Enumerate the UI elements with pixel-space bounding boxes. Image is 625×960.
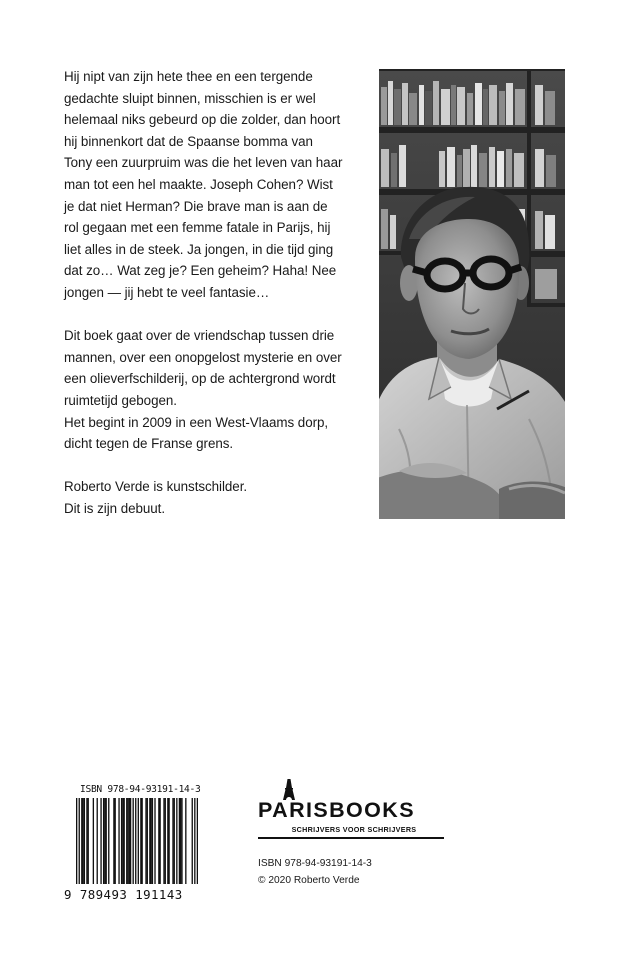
- barcode-bar: [121, 798, 122, 884]
- author-photo: [379, 69, 565, 519]
- barcode-bar: [79, 798, 80, 884]
- barcode-bar: [86, 798, 87, 884]
- blurb-paragraph-story: [64, 66, 356, 304]
- isbn-barcode: [64, 784, 201, 902]
- barcode-bar: [197, 798, 198, 884]
- barcode-bar: [127, 798, 128, 884]
- author-portrait-image: [379, 69, 565, 519]
- publisher-rule: [258, 837, 444, 839]
- barcode-bar: [115, 798, 116, 884]
- barcode-bar: [122, 798, 123, 884]
- barcode-bar: [181, 798, 182, 884]
- barcode-bar: [88, 798, 89, 884]
- blurb-line: Roberto Verde is kunstschilder.: [64, 479, 248, 495]
- blurb-line: mannen, over een onopgelost mysterie en over: [64, 349, 342, 365]
- blurb-line: dicht tegen de Franse grens.: [64, 436, 234, 452]
- blurb-line: Tony een zuurpruim was die het leven van haar: [64, 155, 343, 171]
- barcode-digits: 9 789493 191143: [64, 887, 183, 902]
- barcode-bar: [180, 798, 181, 884]
- publisher-logo: [258, 776, 448, 846]
- barcode-bar: [152, 798, 153, 884]
- barcode-bar: [149, 798, 150, 884]
- blurb-line: gedachte sluipt binnen, misschien is er wel: [64, 90, 316, 106]
- imprint: [258, 855, 458, 889]
- barcode-bar: [172, 798, 173, 884]
- barcode-bar: [135, 798, 136, 884]
- barcode-bar: [97, 798, 98, 884]
- barcode-bars: [64, 784, 201, 884]
- barcode-bar: [174, 798, 175, 884]
- barcode-bar: [103, 798, 104, 884]
- barcode-bar: [159, 798, 160, 884]
- barcode-bar: [145, 798, 146, 884]
- barcode-bar: [176, 798, 177, 884]
- barcode-bar: [141, 798, 142, 884]
- blurb-line: hij binnenkort dat de Spaanse bomma van: [64, 133, 313, 149]
- barcode-bar: [108, 798, 109, 884]
- publisher-tagline: SCHRIJVERS VOOR SCHRIJVERS: [291, 825, 417, 834]
- barcode-bar: [147, 798, 148, 884]
- blurb-line: Hij nipt van zijn hete thee en een tergende: [64, 69, 313, 84]
- barcode-bar: [130, 798, 131, 884]
- barcode-bar: [154, 798, 155, 884]
- barcode-bar: [118, 798, 119, 884]
- barcode-bar: [113, 798, 114, 884]
- barcode-bar: [167, 798, 168, 884]
- imprint-isbn: ISBN 978-94-93191-14-3: [258, 858, 372, 869]
- barcode-bar: [126, 798, 127, 884]
- blurb-line: man tot een hel maakte. Joseph Cohen? Wist: [64, 176, 333, 192]
- barcode-bar: [185, 798, 186, 884]
- barcode-bar: [129, 798, 130, 884]
- barcode-bar: [93, 798, 94, 884]
- barcode-bar: [100, 798, 101, 884]
- blurb-line: Dit boek gaat over de vriendschap tussen drie: [64, 328, 335, 344]
- barcode-bar: [168, 798, 169, 884]
- blurb-line: Dit is zijn debuut.: [64, 500, 166, 516]
- barcode-bar: [81, 798, 82, 884]
- barcode-bar: [192, 798, 193, 884]
- publisher-name: PARISBOOKS: [258, 798, 415, 822]
- barcode-isbn-label: ISBN 978-94-93191-14-3: [80, 784, 201, 795]
- barcode-bar: [106, 798, 107, 884]
- blurb-line: ruimtetijd gebogen.: [64, 392, 177, 408]
- blurb-paragraph-summary: [64, 325, 356, 455]
- blurb-paragraph-author: [64, 476, 356, 519]
- barcode-bar: [140, 798, 141, 884]
- blurb-line: jongen — jij hebt te veel fantasie…: [64, 284, 270, 300]
- blurb-line: helemaal niks gebeurd op die zolder, dan hoort: [64, 112, 341, 128]
- barcode-bar: [150, 798, 151, 884]
- barcode-bar: [104, 798, 105, 884]
- imprint-copyright: © 2020 Roberto Verde: [258, 875, 360, 886]
- barcode-bar: [138, 798, 139, 884]
- blurb-line: je dat niet Herman? Die brave man is aan de: [64, 198, 328, 214]
- back-cover-blurb: [64, 66, 356, 519]
- blurb-line: een olieverfschilderij, op de achtergrond wordt: [64, 371, 336, 387]
- barcode-bar: [133, 798, 134, 884]
- barcode-bar: [194, 798, 195, 884]
- barcode-bar: [165, 798, 166, 884]
- barcode-bar: [163, 798, 164, 884]
- blurb-line: Het begint in 2009 in een West-Vlaams dorp,: [64, 414, 329, 430]
- barcode-bar: [84, 798, 85, 884]
- barcode-bar: [76, 798, 77, 884]
- barcode-bar: [179, 798, 180, 884]
- barcode-bar: [82, 798, 83, 884]
- barcode-bar: [158, 798, 159, 884]
- blurb-line: dat zo… Wat zeg je? Een geheim? Haha! Nee: [64, 263, 337, 279]
- blurb-line: rol gegaan met een femme fatale in Parijs, hij: [64, 220, 331, 236]
- blurb-line: liet alles in de steek. Ja jongen, in die tijd ging: [64, 241, 334, 257]
- barcode-bar: [124, 798, 125, 884]
- eiffel-tower-icon: [279, 776, 299, 800]
